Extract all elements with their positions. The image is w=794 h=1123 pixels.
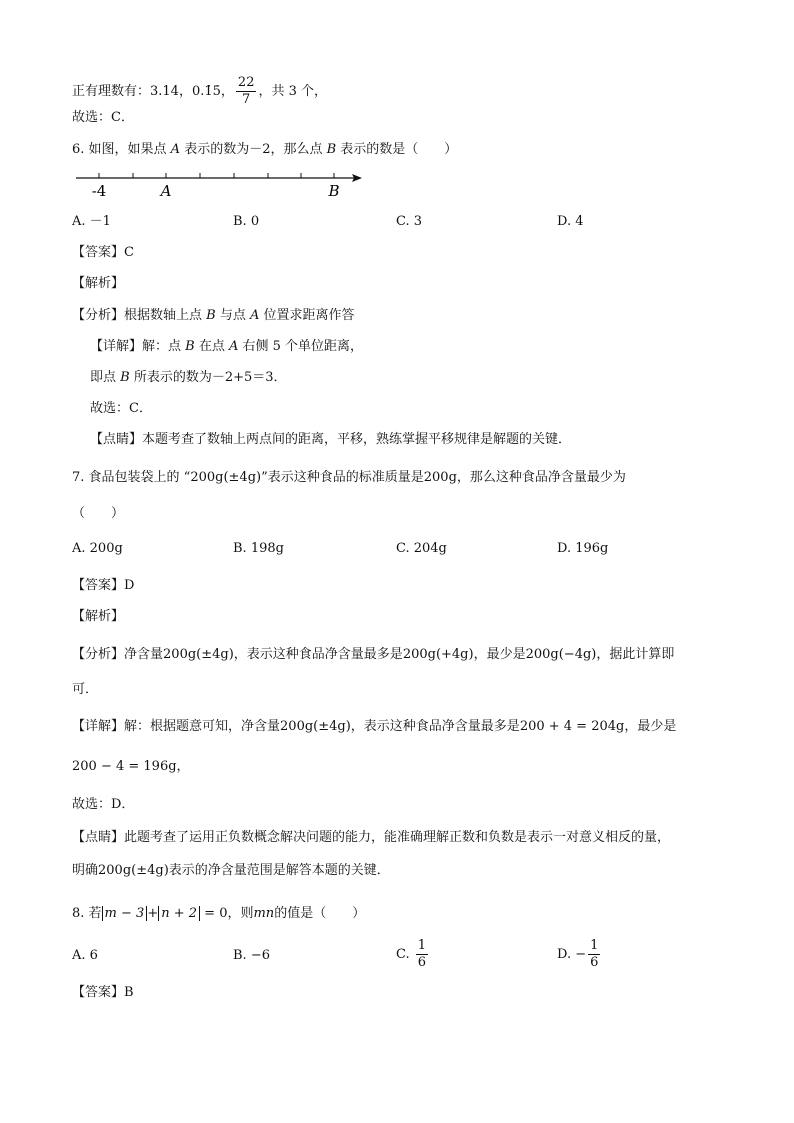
answer-tag: 【答案】 xyxy=(72,578,125,593)
q8-abs2: n + 2 xyxy=(158,906,200,921)
q8-option-b: B. −6 xyxy=(233,948,270,963)
xiangjie-2: ，表示这种食品净含量最多是 xyxy=(350,719,520,734)
answer-tag: 【答案】 xyxy=(72,985,125,1000)
q7-fenxi-cont: 可． xyxy=(72,682,99,697)
q7-option-c: C. 204g xyxy=(396,541,447,556)
q7-stem-post: ，那么这种食品净含量最少为 xyxy=(456,470,626,485)
q6-point-b: B xyxy=(326,142,337,157)
dianjing-expr: 200g(±4g) xyxy=(98,863,169,878)
prev-rational-item2: 0.1̇5̇ xyxy=(191,84,221,99)
xiangjie-mid: 在点 xyxy=(194,339,229,354)
q7-fenxi xyxy=(72,646,674,664)
q6-choice: 故选：C． xyxy=(90,401,152,416)
frac-den: 6 xyxy=(417,955,427,970)
fenxi-a: A xyxy=(249,308,260,323)
q7-paren: （ ） xyxy=(72,506,125,521)
answer-value: C xyxy=(124,245,134,260)
q6-stem-pre: 6. 如图，如果点 xyxy=(72,142,171,157)
answer-value: B xyxy=(124,985,134,1000)
q8-option-a: A. 6 xyxy=(72,948,98,963)
frac-num: 22 xyxy=(237,75,255,90)
prev-rational-prefix: 正有理数有：3.14， xyxy=(72,84,192,99)
q6-stem-mid: 表示的数为－2，那么点 xyxy=(180,142,327,157)
fenxi-1: 净含量 xyxy=(124,647,164,662)
q8-answer xyxy=(72,984,134,1002)
q8-option-c xyxy=(396,938,430,971)
q8-option-d-label: D. − xyxy=(557,947,587,962)
frac-num: 1 xyxy=(417,938,427,953)
xiangjie-a: A xyxy=(228,339,239,354)
xiangjie-tag: 【详解】 xyxy=(90,339,143,354)
xiangjie-post: 右侧 5 个单位距离， xyxy=(238,339,364,354)
fenxi-3: ，最少是 xyxy=(473,647,526,662)
xiangjie-expr3: 200 − 4 = 196g xyxy=(72,759,177,774)
dianjing-2a: 明确 xyxy=(72,863,99,878)
xiangjie-expr2: 200 + 4 = 204g xyxy=(519,719,625,734)
xiangjie-tag: 【详解】 xyxy=(72,719,125,734)
q7-stem-mid: ”表示这种食品的标准质量是 xyxy=(261,470,424,485)
fenxi-b: B xyxy=(206,308,216,323)
q7-stem-pre: 7. 食品包装袋上的 “ xyxy=(72,470,191,485)
xiangjie-1: 解：根据题意可知，净含量 xyxy=(124,719,281,734)
fenxi-tag: 【分析】 xyxy=(72,647,125,662)
fenxi-2: ，表示这种食品净含量最多是 xyxy=(233,647,403,662)
frac-den: 6 xyxy=(590,955,599,970)
prev-rational-suffix: ，共 3 个， xyxy=(258,84,328,99)
q7-analysis-tag: 【解析】 xyxy=(72,609,125,624)
q7-option-b: B. 198g xyxy=(233,541,284,556)
q6-option-a: A. －1 xyxy=(72,214,111,229)
fenxi-expr3: 200g(−4g) xyxy=(525,647,597,662)
fenxi-tag: 【分析】 xyxy=(72,308,125,323)
frac-num: 1 xyxy=(590,938,599,953)
q7-dianjing xyxy=(72,829,670,847)
number-line-figure xyxy=(72,168,372,202)
q8-stem-pre: 8. 若 xyxy=(72,906,102,921)
prev-rational-sep: ， xyxy=(220,84,234,99)
q6-analysis-tag: 【解析】 xyxy=(72,276,125,291)
q6-dianjing xyxy=(90,431,571,449)
solution-pre: 即点 xyxy=(90,370,121,385)
q6-option-b: B. 0 xyxy=(233,214,260,229)
xiangjie-expr1: 200g(±4g) xyxy=(280,719,351,734)
prev-choice: 故选：C． xyxy=(72,110,134,125)
axis-label-b: B xyxy=(328,182,340,200)
q8-stem xyxy=(72,905,365,923)
q8-plus: + xyxy=(147,906,159,921)
dianjing-tag: 【点睛】 xyxy=(90,432,143,447)
fenxi-4: ，据此计算即 xyxy=(596,647,675,662)
fenxi-mid: 与点 xyxy=(215,308,250,323)
prev-rational-line xyxy=(72,75,327,108)
q6-stem-post: 表示的数是（ ） xyxy=(336,142,458,157)
q8-stem-mid: ，则 xyxy=(227,906,254,921)
q7-expr2: 200g xyxy=(423,470,457,485)
dianjing-tag: 【点睛】 xyxy=(72,830,125,845)
solution-b: B xyxy=(120,370,130,385)
q8-stem-post: 的值是（ ） xyxy=(274,906,366,921)
q7-xiangjie xyxy=(72,718,676,736)
q8-option-d xyxy=(557,938,602,971)
q7-choice: 故选：D． xyxy=(72,797,135,812)
fenxi-expr2: 200g(+4g) xyxy=(402,647,474,662)
q8-abs1: m − 3 xyxy=(102,906,148,921)
q7-option-d: D. 196g xyxy=(557,541,609,556)
xiangjie-pre: 解：点 xyxy=(142,339,186,354)
q8-eq: = 0 xyxy=(200,906,228,921)
answer-value: D xyxy=(124,578,135,593)
xiangjie-3: ，最少是 xyxy=(624,719,677,734)
q6-fenxi xyxy=(72,307,355,325)
q7-xiangjie-cont xyxy=(72,758,190,776)
q7-dianjing-cont xyxy=(72,862,390,880)
axis-label-minus4: -4 xyxy=(91,182,107,200)
q7-expr1: 200g(±4g) xyxy=(190,470,262,485)
number-line-ticks xyxy=(99,173,334,178)
q7-option-a: A. 200g xyxy=(72,541,123,556)
frac-den: 7 xyxy=(242,92,251,107)
q7-answer xyxy=(72,577,134,595)
q6-xiangjie xyxy=(90,338,363,356)
dianjing-text: 本题考查了数轴上两点间的距离，平移，熟练掌握平移规律是解题的关键． xyxy=(142,432,572,447)
q8-mn: mn xyxy=(253,906,275,921)
q6-option-d: D. 4 xyxy=(557,214,584,229)
fenxi-post: 位置求距离作答 xyxy=(259,308,355,323)
solution-post: 所表示的数为－2+5＝3． xyxy=(129,370,287,385)
fenxi-pre: 根据数轴上点 xyxy=(124,308,207,323)
q6-point-a: A xyxy=(170,142,181,157)
fraction-22-7 xyxy=(236,75,257,108)
dianjing-2b: 表示的净含量范围是解答本题的关键． xyxy=(168,863,390,878)
q8-option-c-label: C. xyxy=(396,947,410,962)
axis-label-a: A xyxy=(160,182,172,200)
q8-option-c-fraction xyxy=(416,938,428,971)
xiangjie-4: ， xyxy=(176,759,190,774)
q8-option-d-fraction xyxy=(588,938,600,971)
q6-answer xyxy=(72,244,134,262)
dianjing-1: 此题考查了运用正负数概念解决问题的能力，能准确理解正数和负数是表示一对意义相反的量， xyxy=(124,830,671,845)
q7-stem xyxy=(72,469,626,487)
fenxi-expr1: 200g(±4g) xyxy=(163,647,234,662)
q6-solution-line xyxy=(90,369,287,387)
q6-stem xyxy=(72,141,457,159)
answer-tag: 【答案】 xyxy=(72,245,125,260)
q6-option-c: C. 3 xyxy=(396,214,423,229)
xiangjie-b: B xyxy=(185,339,195,354)
